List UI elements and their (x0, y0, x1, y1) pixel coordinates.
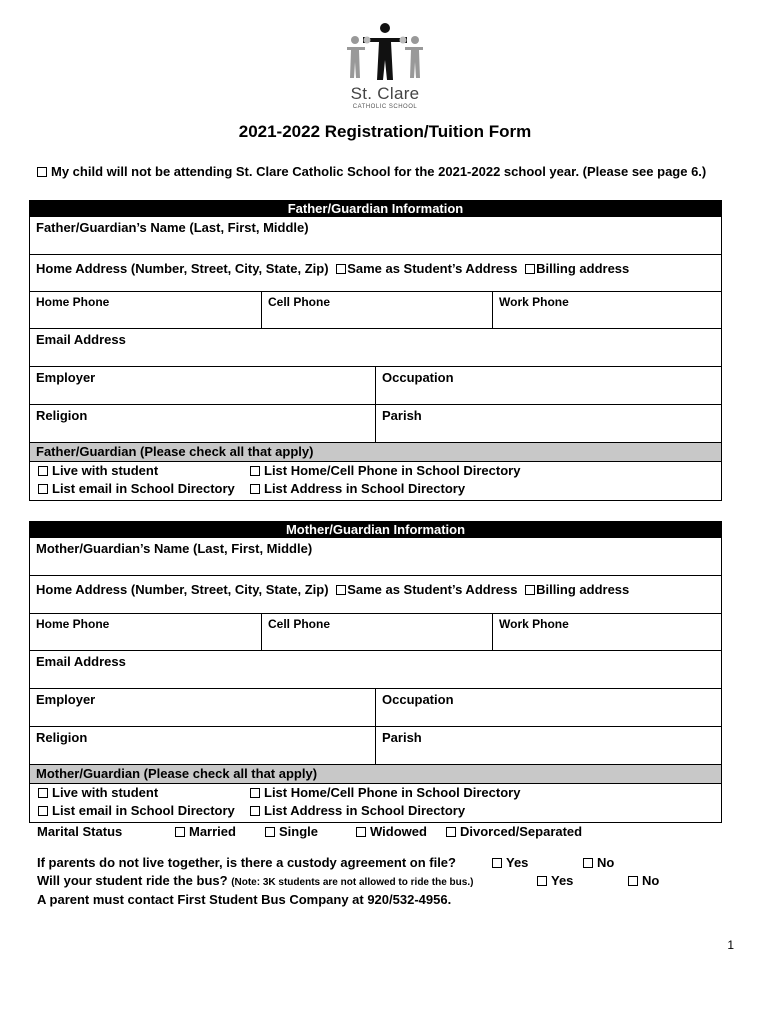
mother-address-label: Home Address (Number, Street, City, State, Zip) (36, 582, 329, 597)
page-number: 1 (727, 938, 734, 952)
option-label: List email in School Directory (52, 803, 235, 818)
mother-same-address-label: Same as Student’s Address (347, 582, 518, 597)
mother-name-row (30, 538, 721, 575)
mother-list-address-option[interactable] (250, 803, 465, 818)
father-live-with-option[interactable] (38, 463, 158, 478)
married-option[interactable] (175, 824, 236, 839)
checkbox[interactable] (38, 484, 48, 494)
mother-address-row (30, 575, 721, 613)
father-address-row (30, 254, 721, 291)
single-option[interactable] (265, 824, 318, 839)
mother-billing-label: Billing address (536, 582, 630, 597)
checkbox[interactable] (250, 484, 260, 494)
logo-subtitle: CATHOLIC SCHOOL (352, 104, 418, 110)
mother-email-row (30, 650, 721, 688)
not-attending-checkbox[interactable] (37, 167, 47, 177)
father-billing-checkbox[interactable] (525, 264, 535, 274)
mother-employer-field[interactable]: Employer (36, 692, 96, 707)
checkbox[interactable] (628, 876, 638, 886)
father-same-address-checkbox[interactable] (336, 264, 346, 274)
page-title: 2021-2022 Registration/Tuition Form (238, 122, 532, 141)
mother-check-header: Mother/Guardian (Please check all that apply) (30, 764, 721, 783)
option-label: Divorced/Separated (460, 824, 583, 839)
father-list-phone-option[interactable] (250, 463, 520, 478)
marital-status-label: Marital Status (37, 824, 123, 839)
checkbox[interactable] (175, 827, 185, 837)
father-phone-row (30, 291, 721, 328)
mother-same-address-checkbox[interactable] (336, 585, 346, 595)
mother-cell-phone-field[interactable]: Cell Phone (261, 614, 492, 650)
mother-religion-field[interactable]: Religion (36, 730, 88, 745)
father-employer-field[interactable]: Employer (36, 370, 96, 385)
custody-yes-option[interactable] (492, 855, 528, 870)
father-email-row (30, 328, 721, 366)
father-work-phone-field[interactable]: Work Phone (492, 292, 721, 328)
not-attending-label: My child will not be attending St. Clare Catholic School for the 2021-2022 school year. (Please see page 6.) (51, 164, 707, 179)
mother-phone-row (30, 613, 721, 650)
bus-contact-note: A parent must contact First Student Bus Company at 920/532-4956. (37, 892, 452, 907)
option-label: No (642, 873, 660, 888)
mother-occupation-field[interactable]: Occupation (375, 689, 721, 726)
father-home-phone-field[interactable]: Home Phone (36, 295, 110, 309)
not-attending-row (37, 164, 706, 179)
father-list-email-option[interactable] (38, 481, 235, 496)
father-religion-row (30, 404, 721, 442)
mother-check-options (30, 783, 721, 822)
mother-employer-row (30, 688, 721, 726)
bus-question-row (37, 873, 473, 888)
checkbox[interactable] (38, 806, 48, 816)
father-list-address-option[interactable] (250, 481, 465, 496)
checkbox[interactable] (446, 827, 456, 837)
checkbox[interactable] (250, 806, 260, 816)
father-same-address-label: Same as Student’s Address (347, 261, 518, 276)
mother-live-with-option[interactable] (38, 785, 158, 800)
father-address-field[interactable] (30, 255, 721, 291)
custody-question: If parents do not live together, is there a custody agreement on file? (37, 855, 456, 870)
father-check-options (30, 461, 721, 500)
mother-work-phone-field[interactable]: Work Phone (492, 614, 721, 650)
father-religion-field[interactable]: Religion (36, 408, 88, 423)
mother-home-phone-field[interactable]: Home Phone (36, 617, 110, 631)
father-name-row (30, 217, 721, 254)
option-label: Married (189, 824, 236, 839)
mother-list-phone-option[interactable] (250, 785, 520, 800)
bus-note: (Note: 3K students are not allowed to ride the bus.) (231, 877, 474, 888)
option-label: Live with student (52, 463, 159, 478)
mother-list-email-option[interactable] (38, 803, 235, 818)
father-billing-label: Billing address (536, 261, 630, 276)
father-email-field[interactable]: Email Address (36, 332, 126, 347)
checkbox[interactable] (265, 827, 275, 837)
option-label: List Address in School Directory (264, 803, 466, 818)
option-label: List Address in School Directory (264, 481, 466, 496)
bus-no-option[interactable] (628, 873, 659, 888)
option-label: List email in School Directory (52, 481, 235, 496)
mother-email-field[interactable]: Email Address (36, 654, 126, 669)
father-occupation-field[interactable]: Occupation (375, 367, 721, 404)
mother-name-field[interactable]: Mother/Guardian’s Name (Last, First, Middle) (36, 541, 313, 556)
checkbox[interactable] (583, 858, 593, 868)
mother-section-header: Mother/Guardian Information (30, 521, 721, 538)
father-cell-phone-field[interactable]: Cell Phone (261, 292, 492, 328)
option-label: No (597, 855, 615, 870)
father-section-header: Father/Guardian Information (30, 200, 721, 217)
option-label: List Home/Cell Phone in School Directory (264, 463, 521, 478)
father-section (29, 200, 722, 501)
father-check-header: Father/Guardian (Please check all that apply) (30, 442, 721, 461)
father-parish-field[interactable]: Parish (375, 405, 721, 442)
checkbox[interactable] (38, 466, 48, 476)
divorced-option[interactable] (446, 824, 582, 839)
checkbox[interactable] (38, 788, 48, 798)
widowed-option[interactable] (356, 824, 427, 839)
father-name-field[interactable]: Father/Guardian’s Name (Last, First, Middle) (36, 220, 309, 235)
mother-parish-field[interactable]: Parish (375, 727, 721, 764)
father-address-label: Home Address (Number, Street, City, State, Zip) (36, 261, 329, 276)
option-label: Yes (551, 873, 574, 888)
checkbox[interactable] (537, 876, 547, 886)
logo-name: St. Clare (350, 84, 420, 103)
mother-address-field[interactable] (30, 576, 721, 613)
checkbox[interactable] (250, 466, 260, 476)
bus-yes-option[interactable] (537, 873, 573, 888)
checkbox[interactable] (250, 788, 260, 798)
bus-question: Will your student ride the bus? (37, 873, 228, 888)
option-label: Widowed (370, 824, 427, 839)
father-employer-row (30, 366, 721, 404)
mother-section (29, 521, 722, 823)
custody-no-option[interactable] (583, 855, 614, 870)
checkbox[interactable] (356, 827, 366, 837)
option-label: List Home/Cell Phone in School Directory (264, 785, 521, 800)
mother-religion-row (30, 726, 721, 764)
checkbox[interactable] (492, 858, 502, 868)
mother-billing-checkbox[interactable] (525, 585, 535, 595)
option-label: Yes (506, 855, 529, 870)
option-label: Single (279, 824, 319, 839)
option-label: Live with student (52, 785, 159, 800)
